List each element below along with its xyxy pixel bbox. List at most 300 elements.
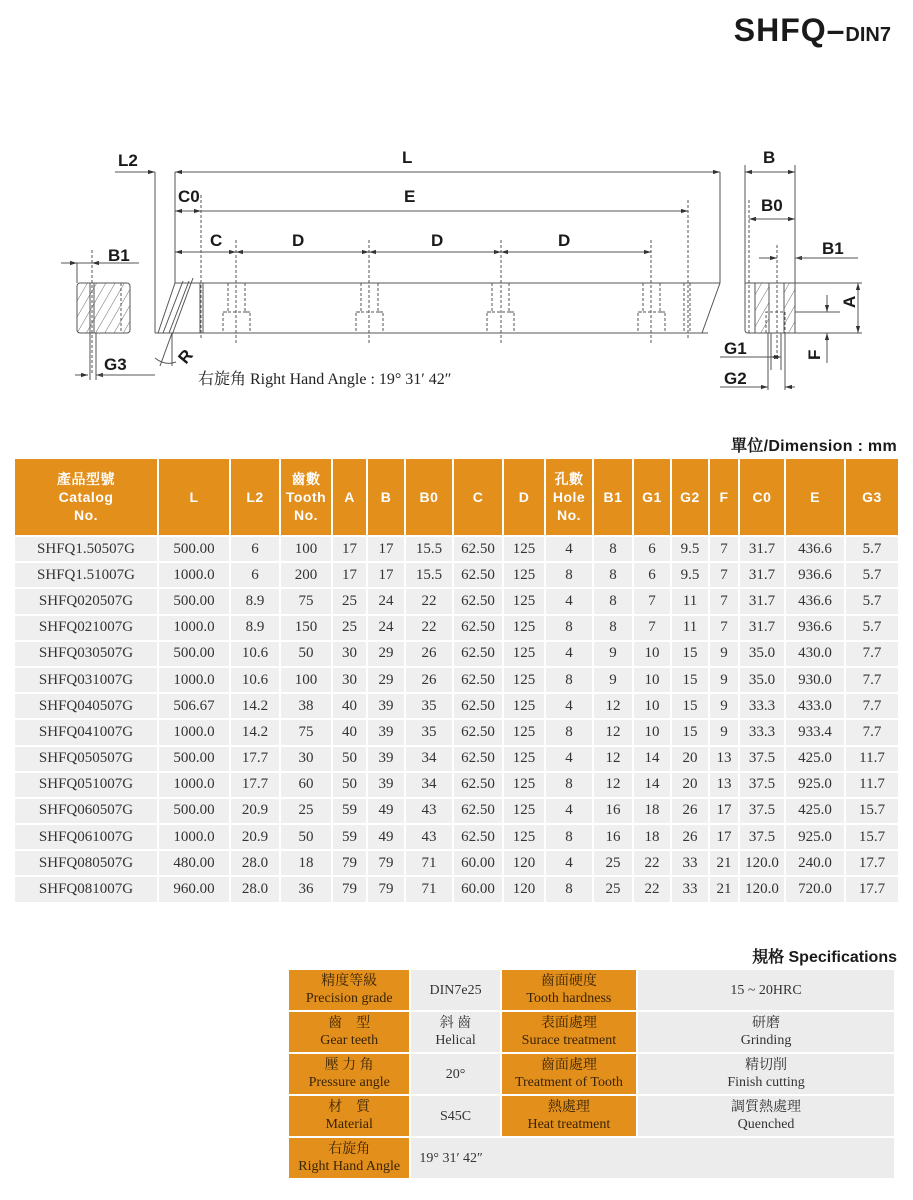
table-cell: 433.0 [786, 694, 844, 718]
table-cell: 26 [406, 642, 452, 666]
table-cell: 17.7 [846, 877, 898, 901]
table-cell: 17.7 [231, 747, 279, 771]
spec-key-text: 齒面硬度 [540, 974, 597, 989]
table-cell: 13 [710, 747, 738, 771]
spec-value-angle [411, 1138, 894, 1178]
table-cell: 1000.0 [159, 773, 229, 797]
title-sub: DIN7 [845, 24, 891, 46]
dim-label-g2: G2 [724, 369, 747, 388]
table-cell: 9 [710, 642, 738, 666]
dim-label-d1: D [292, 231, 305, 250]
table-cell: 125 [504, 668, 544, 692]
table-cell: 17.7 [231, 773, 279, 797]
column-header [740, 459, 784, 535]
table-cell: 7 [710, 537, 738, 561]
spec-value-text: Finish cutting [727, 1075, 805, 1090]
column-header-en: C [472, 489, 484, 505]
dimension-table [13, 457, 900, 904]
table-cell: 33 [672, 851, 708, 875]
table-cell: 43 [406, 825, 452, 849]
table-cell: 125 [504, 825, 544, 849]
specifications-table [287, 968, 896, 1180]
technical-drawing [0, 130, 913, 410]
table-cell: 18 [634, 799, 670, 823]
catalog-no-cell: SHFQ061007G [15, 825, 157, 849]
table-cell: 936.6 [786, 616, 844, 640]
table-cell: 20.9 [231, 825, 279, 849]
dimension-table-header [15, 459, 898, 535]
spec-value [638, 1096, 894, 1136]
table-row [15, 825, 898, 849]
table-cell: 43 [406, 799, 452, 823]
spec-key-text: Surace treatment [521, 1033, 617, 1048]
dim-label-g3: G3 [104, 355, 127, 374]
table-cell: 15.5 [406, 537, 452, 561]
table-cell: 13 [710, 773, 738, 797]
table-cell: 436.6 [786, 537, 844, 561]
table-cell: 10 [634, 694, 670, 718]
table-cell: 10 [634, 642, 670, 666]
table-cell: 15.5 [406, 563, 452, 587]
table-cell: 60.00 [454, 877, 502, 901]
column-header [846, 459, 898, 535]
spec-row-angle [289, 1138, 894, 1178]
table-row [15, 747, 898, 771]
table-cell: 25 [594, 851, 632, 875]
table-cell: 62.50 [454, 694, 502, 718]
table-cell: 39 [368, 694, 404, 718]
table-cell: 1000.0 [159, 720, 229, 744]
table-cell: 9.5 [672, 563, 708, 587]
spec-key-text: 精度等級 [321, 974, 378, 989]
table-cell: 15 [672, 694, 708, 718]
table-cell: 38 [281, 694, 331, 718]
table-cell: 37.5 [740, 773, 784, 797]
table-cell: 33.3 [740, 694, 784, 718]
spec-key [289, 1138, 409, 1178]
table-cell: 5.7 [846, 589, 898, 613]
column-header-en2: No. [556, 507, 582, 523]
table-cell: 62.50 [454, 720, 502, 744]
column-header [368, 459, 404, 535]
column-header-en: F [719, 489, 729, 505]
catalog-no-cell: SHFQ040507G [15, 694, 157, 718]
table-cell: 25 [281, 799, 331, 823]
spec-value-text: Grinding [740, 1033, 792, 1048]
column-header-en: G2 [680, 489, 700, 505]
column-header-en: G1 [642, 489, 662, 505]
table-cell: 33 [672, 877, 708, 901]
table-row [15, 616, 898, 640]
table-cell: 5.7 [846, 563, 898, 587]
table-cell: 936.6 [786, 563, 844, 587]
table-cell: 125 [504, 616, 544, 640]
column-header-en: B1 [603, 489, 623, 505]
column-header-en: B0 [419, 489, 439, 505]
table-cell: 1000.0 [159, 563, 229, 587]
table-cell: 59 [333, 825, 366, 849]
table-row [15, 589, 898, 613]
table-cell: 500.00 [159, 799, 229, 823]
spec-row [289, 1054, 894, 1094]
spec-value-text: 斜 齒 [439, 1016, 472, 1031]
table-cell: 15 [672, 642, 708, 666]
table-cell: 7 [710, 616, 738, 640]
table-cell: 6 [231, 537, 279, 561]
table-cell: 16 [594, 799, 632, 823]
table-row [15, 773, 898, 797]
spec-row [289, 970, 894, 1010]
table-cell: 6 [231, 563, 279, 587]
table-cell: 8 [546, 668, 592, 692]
table-cell: 49 [368, 799, 404, 823]
rack-side-view [155, 172, 720, 345]
table-cell: 7.7 [846, 668, 898, 692]
dim-label-b: B [763, 148, 776, 167]
spec-value-text: DIN7e25 [429, 982, 482, 998]
catalog-no-cell: SHFQ031007G [15, 668, 157, 692]
spec-key-text: Treatment of Tooth [514, 1075, 623, 1090]
catalog-no-cell: SHFQ050507G [15, 747, 157, 771]
table-cell: 12 [594, 773, 632, 797]
catalog-no-cell: SHFQ1.51007G [15, 563, 157, 587]
spec-key [502, 970, 636, 1010]
table-cell: 24 [368, 616, 404, 640]
table-cell: 35.0 [740, 642, 784, 666]
table-cell: 8 [594, 563, 632, 587]
column-header [333, 459, 366, 535]
table-cell: 62.50 [454, 799, 502, 823]
table-cell: 960.00 [159, 877, 229, 901]
spec-value-text: S45C [439, 1108, 472, 1124]
table-cell: 79 [368, 877, 404, 901]
spec-key-text: 材 質 [328, 1100, 371, 1115]
catalog-no-cell: SHFQ021007G [15, 616, 157, 640]
table-cell: 49 [368, 825, 404, 849]
table-cell: 12 [594, 720, 632, 744]
spec-key [502, 1054, 636, 1094]
table-cell: 10.6 [231, 642, 279, 666]
table-cell: 125 [504, 563, 544, 587]
table-cell: 37.5 [740, 799, 784, 823]
table-cell: 500.00 [159, 537, 229, 561]
table-cell: 425.0 [786, 799, 844, 823]
column-header-cn: 孔數 [554, 471, 584, 487]
dim-label-c0: C0 [178, 187, 200, 206]
dim-label-l2: L2 [118, 151, 138, 170]
table-cell: 60 [281, 773, 331, 797]
table-cell: 29 [368, 642, 404, 666]
page-title [734, 12, 891, 49]
table-cell: 8.9 [231, 589, 279, 613]
table-cell: 6 [634, 537, 670, 561]
catalog-no-cell: SHFQ060507G [15, 799, 157, 823]
table-cell: 925.0 [786, 825, 844, 849]
spec-value-text: 調質熱處理 [731, 1100, 802, 1115]
table-cell: 50 [333, 747, 366, 771]
table-cell: 17 [368, 537, 404, 561]
spec-value-text: Helical [435, 1033, 476, 1048]
table-cell: 35 [406, 694, 452, 718]
spec-key [289, 1054, 409, 1094]
table-cell: 500.00 [159, 642, 229, 666]
table-cell: 8 [546, 616, 592, 640]
dim-label-b1-left: B1 [108, 246, 130, 265]
column-header [672, 459, 708, 535]
column-header [454, 459, 502, 535]
table-cell: 125 [504, 694, 544, 718]
table-cell: 120 [504, 877, 544, 901]
catalog-no-cell: SHFQ020507G [15, 589, 157, 613]
spec-row [289, 1096, 894, 1136]
column-header-en: B [380, 489, 392, 505]
table-cell: 15 [672, 720, 708, 744]
table-cell: 15.7 [846, 825, 898, 849]
spec-key-text: 表面處理 [540, 1016, 597, 1031]
spec-key-text: 齒面處理 [540, 1058, 597, 1073]
column-header [594, 459, 632, 535]
table-cell: 62.50 [454, 537, 502, 561]
table-cell: 26 [672, 825, 708, 849]
column-header-en: Catalog [58, 489, 114, 505]
dim-label-f: F [805, 349, 824, 360]
spec-value [411, 1096, 499, 1136]
table-cell: 50 [333, 773, 366, 797]
title-separator: – [826, 12, 846, 48]
table-cell: 9 [710, 720, 738, 744]
column-header-en: Tooth [285, 489, 327, 505]
column-header-en: G3 [862, 489, 882, 505]
table-cell: 20.9 [231, 799, 279, 823]
table-cell: 20 [672, 747, 708, 771]
column-header-en: D [518, 489, 530, 505]
table-cell: 71 [406, 851, 452, 875]
spec-value-text: 15 ~ 20HRC [730, 982, 802, 998]
table-row [15, 720, 898, 744]
table-cell: 4 [546, 694, 592, 718]
table-cell: 17 [333, 537, 366, 561]
spec-key-text: Pressure angle [308, 1075, 390, 1090]
table-cell: 35 [406, 720, 452, 744]
table-cell: 79 [333, 877, 366, 901]
table-cell: 9 [710, 668, 738, 692]
table-cell: 4 [546, 537, 592, 561]
spec-value [638, 1012, 894, 1052]
table-cell: 7.7 [846, 694, 898, 718]
table-cell: 62.50 [454, 563, 502, 587]
table-cell: 17.7 [846, 851, 898, 875]
column-header-en: L [189, 489, 199, 505]
table-cell: 37.5 [740, 825, 784, 849]
table-cell: 17 [710, 799, 738, 823]
table-cell: 62.50 [454, 668, 502, 692]
catalog-no-cell: SHFQ041007G [15, 720, 157, 744]
spec-key-text: Tooth hardness [526, 991, 612, 1006]
column-header [786, 459, 844, 535]
table-cell: 930.0 [786, 668, 844, 692]
table-cell: 14 [634, 747, 670, 771]
table-cell: 75 [281, 720, 331, 744]
table-cell: 18 [634, 825, 670, 849]
dim-label-g1: G1 [724, 339, 747, 358]
table-cell: 125 [504, 799, 544, 823]
column-header [281, 459, 331, 535]
table-cell: 18 [281, 851, 331, 875]
table-cell: 10.6 [231, 668, 279, 692]
table-row [15, 537, 898, 561]
catalog-no-cell: SHFQ081007G [15, 877, 157, 901]
column-header-cn: 齒數 [291, 471, 321, 487]
column-header [504, 459, 544, 535]
table-cell: 34 [406, 747, 452, 771]
table-cell: 720.0 [786, 877, 844, 901]
spec-value [638, 970, 894, 1010]
table-cell: 500.00 [159, 589, 229, 613]
table-cell: 29 [368, 668, 404, 692]
table-cell: 7 [710, 589, 738, 613]
table-cell: 4 [546, 747, 592, 771]
column-header-en: L2 [246, 489, 264, 505]
table-cell: 7 [634, 616, 670, 640]
table-cell: 16 [594, 825, 632, 849]
table-cell: 50 [281, 642, 331, 666]
table-cell: 200 [281, 563, 331, 587]
dim-label-b1-right: B1 [822, 239, 844, 258]
column-header [710, 459, 738, 535]
table-cell: 4 [546, 799, 592, 823]
table-cell: 79 [333, 851, 366, 875]
table-cell: 35.0 [740, 668, 784, 692]
table-cell: 506.67 [159, 694, 229, 718]
units-label: 單位/Dimension : mm [730, 438, 897, 455]
table-cell: 71 [406, 877, 452, 901]
column-header [546, 459, 592, 535]
spec-value-text: 研磨 [752, 1016, 781, 1031]
table-cell: 21 [710, 851, 738, 875]
column-header [15, 459, 157, 535]
table-cell: 8 [594, 616, 632, 640]
table-cell: 62.50 [454, 616, 502, 640]
table-cell: 480.00 [159, 851, 229, 875]
table-row [15, 799, 898, 823]
table-cell: 6 [634, 563, 670, 587]
table-cell: 125 [504, 589, 544, 613]
table-cell: 11.7 [846, 773, 898, 797]
table-cell: 8 [546, 773, 592, 797]
table-cell: 31.7 [740, 537, 784, 561]
table-row [15, 668, 898, 692]
table-cell: 125 [504, 642, 544, 666]
spec-key-text: 齒 型 [328, 1016, 371, 1031]
table-cell: 7 [634, 589, 670, 613]
spec-key [502, 1096, 636, 1136]
table-cell: 39 [368, 773, 404, 797]
table-cell: 26 [406, 668, 452, 692]
table-cell: 436.6 [786, 589, 844, 613]
table-cell: 4 [546, 851, 592, 875]
table-cell: 34 [406, 773, 452, 797]
table-cell: 8 [546, 720, 592, 744]
dim-label-b0: B0 [761, 196, 783, 215]
table-cell: 12 [594, 694, 632, 718]
table-cell: 40 [333, 720, 366, 744]
table-cell: 5.7 [846, 616, 898, 640]
spec-key-text: 熱處理 [547, 1100, 590, 1115]
spec-key [289, 970, 409, 1010]
catalog-no-cell: SHFQ030507G [15, 642, 157, 666]
table-cell: 17 [368, 563, 404, 587]
table-cell: 11 [672, 589, 708, 613]
table-cell: 5.7 [846, 537, 898, 561]
table-cell: 150 [281, 616, 331, 640]
table-cell: 22 [634, 877, 670, 901]
right-hand-angle-caption: 右旋角 Right Hand Angle : 19° 31′ 42″ [198, 371, 452, 388]
table-cell: 75 [281, 589, 331, 613]
table-cell: 25 [333, 589, 366, 613]
spec-value [638, 1054, 894, 1094]
dim-label-l: L [402, 148, 413, 167]
column-header-en: E [810, 489, 820, 505]
table-cell: 4 [546, 642, 592, 666]
table-cell: 125 [504, 720, 544, 744]
spec-value-angle-text: 19° 31′ 42″ [419, 1150, 483, 1166]
spec-row [289, 1012, 894, 1052]
table-cell: 50 [281, 825, 331, 849]
spec-key-text: Right Hand Angle [298, 1159, 401, 1174]
table-cell: 60.00 [454, 851, 502, 875]
table-cell: 9 [594, 642, 632, 666]
table-cell: 120.0 [740, 877, 784, 901]
table-cell: 28.0 [231, 851, 279, 875]
catalog-no-cell: SHFQ051007G [15, 773, 157, 797]
table-cell: 7.7 [846, 642, 898, 666]
spec-key-text: Material [325, 1117, 373, 1132]
table-cell: 15 [672, 668, 708, 692]
table-cell: 100 [281, 668, 331, 692]
spec-value-text: 20° [445, 1066, 466, 1082]
dim-label-a: A [840, 295, 859, 308]
table-cell: 8 [594, 537, 632, 561]
table-cell: 39 [368, 747, 404, 771]
table-cell: 31.7 [740, 563, 784, 587]
table-cell: 24 [368, 589, 404, 613]
spec-value [411, 970, 499, 1010]
table-cell: 12 [594, 747, 632, 771]
dim-label-e: E [404, 187, 416, 206]
table-cell: 10 [634, 668, 670, 692]
table-cell: 120 [504, 851, 544, 875]
table-row [15, 851, 898, 875]
table-row [15, 877, 898, 901]
table-cell: 11.7 [846, 747, 898, 771]
table-cell: 62.50 [454, 642, 502, 666]
column-header-en2: No. [293, 507, 319, 523]
table-cell: 11 [672, 616, 708, 640]
spec-value-text: 精切削 [745, 1058, 788, 1073]
table-row [15, 642, 898, 666]
table-cell: 125 [504, 747, 544, 771]
table-cell: 22 [634, 851, 670, 875]
table-cell: 1000.0 [159, 668, 229, 692]
table-cell: 25 [333, 616, 366, 640]
table-cell: 125 [504, 773, 544, 797]
table-cell: 9 [710, 694, 738, 718]
table-cell: 39 [368, 720, 404, 744]
table-cell: 8.9 [231, 616, 279, 640]
table-cell: 100 [281, 537, 331, 561]
column-header-en2: No. [73, 507, 99, 523]
spec-value [411, 1054, 499, 1094]
